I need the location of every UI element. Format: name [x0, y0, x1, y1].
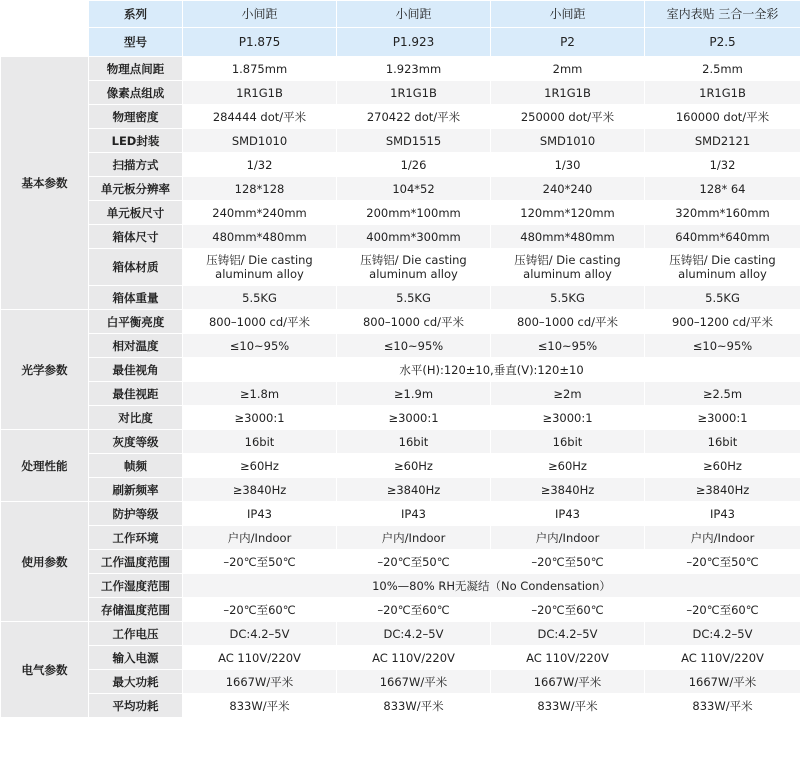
spec-row	[1, 550, 800, 574]
spec-row	[1, 153, 800, 177]
value-cell: 1/26	[337, 153, 491, 177]
row-label: 箱体材质	[89, 249, 183, 286]
value-cell: 128* 64	[645, 177, 800, 201]
row-label: 相对温度	[89, 334, 183, 358]
value-cell: ≤10~95%	[337, 334, 491, 358]
value-cell: 900–1200 cd/平米	[645, 310, 800, 334]
value-cell: ≤10~95%	[645, 334, 800, 358]
value-cell: IP43	[183, 502, 337, 526]
value-cell: 270422 dot/平米	[337, 105, 491, 129]
series-cell: 小间距	[183, 1, 337, 28]
row-label: 防护等级	[89, 502, 183, 526]
value-cell: 5.5KG	[337, 286, 491, 310]
value-cell: ≤10~95%	[183, 334, 337, 358]
row-label: 最佳视角	[89, 358, 183, 382]
value-cell: 800–1000 cd/平米	[183, 310, 337, 334]
spec-row	[1, 286, 800, 310]
value-cell: ≥2.5m	[645, 382, 800, 406]
model-label: 型号	[89, 28, 183, 57]
value-cell: –20℃至60℃	[645, 598, 800, 622]
value-cell: 480mm*480mm	[491, 225, 645, 249]
value-cell: 1.875mm	[183, 57, 337, 81]
row-label: 输入电源	[89, 646, 183, 670]
spec-row	[1, 526, 800, 550]
model-cell: P2.5	[645, 28, 800, 57]
row-label: 工作电压	[89, 622, 183, 646]
series-label: 系列	[89, 1, 183, 28]
row-label: 单元板尺寸	[89, 201, 183, 225]
value-cell: 户内/Indoor	[491, 526, 645, 550]
value-cell: AC 110V/220V	[183, 646, 337, 670]
value-cell: 480mm*480mm	[183, 225, 337, 249]
value-cell: 5.5KG	[491, 286, 645, 310]
value-cell: 2mm	[491, 57, 645, 81]
value-cell: SMD1515	[337, 129, 491, 153]
value-cell: 640mm*640mm	[645, 225, 800, 249]
row-label: 灰度等级	[89, 430, 183, 454]
row-label: 单元板分辨率	[89, 177, 183, 201]
value-cell: ≥60Hz	[183, 454, 337, 478]
spec-row	[1, 334, 800, 358]
header-corner	[1, 28, 89, 57]
row-label: LED封装	[89, 129, 183, 153]
header-series-row	[1, 1, 800, 28]
value-cell: 833W/平米	[337, 694, 491, 718]
value-cell: 160000 dot/平米	[645, 105, 800, 129]
row-label: 像素点组成	[89, 81, 183, 105]
value-cell: 1R1G1B	[491, 81, 645, 105]
spec-row	[1, 225, 800, 249]
row-label: 最大功耗	[89, 670, 183, 694]
value-cell: –20℃至50℃	[337, 550, 491, 574]
value-cell: 16bit	[183, 430, 337, 454]
spec-row	[1, 454, 800, 478]
spec-row	[1, 249, 800, 286]
value-cell: 5.5KG	[183, 286, 337, 310]
row-label: 箱体尺寸	[89, 225, 183, 249]
value-cell: 压铸铝/ Die casting aluminum alloy	[183, 249, 337, 286]
row-label: 物理点间距	[89, 57, 183, 81]
spec-row	[1, 201, 800, 225]
spec-row	[1, 358, 800, 382]
row-label: 存储温度范围	[89, 598, 183, 622]
value-cell: DC:4.2–5V	[645, 622, 800, 646]
value-cell: 800–1000 cd/平米	[337, 310, 491, 334]
spec-row	[1, 478, 800, 502]
spec-row	[1, 598, 800, 622]
spec-row	[1, 57, 800, 81]
value-cell: 16bit	[337, 430, 491, 454]
value-cell: –20℃至50℃	[491, 550, 645, 574]
row-label: 扫描方式	[89, 153, 183, 177]
value-cell: 1R1G1B	[183, 81, 337, 105]
value-cell: 户内/Indoor	[337, 526, 491, 550]
value-cell: 1R1G1B	[645, 81, 800, 105]
value-cell: 128*128	[183, 177, 337, 201]
value-cell: 833W/平米	[645, 694, 800, 718]
value-cell: ≥60Hz	[491, 454, 645, 478]
row-label: 平均功耗	[89, 694, 183, 718]
row-label: 工作湿度范围	[89, 574, 183, 598]
value-cell: 1667W/平米	[337, 670, 491, 694]
value-cell: 1667W/平米	[645, 670, 800, 694]
series-cell: 小间距	[491, 1, 645, 28]
value-cell: 800–1000 cd/平米	[491, 310, 645, 334]
value-cell: –20℃至60℃	[491, 598, 645, 622]
value-cell: 320mm*160mm	[645, 201, 800, 225]
value-cell: SMD2121	[645, 129, 800, 153]
value-cell: AC 110V/220V	[491, 646, 645, 670]
value-cell: 1667W/平米	[491, 670, 645, 694]
spec-row	[1, 694, 800, 718]
value-cell: 压铸铝/ Die casting aluminum alloy	[491, 249, 645, 286]
value-cell: SMD1010	[183, 129, 337, 153]
value-cell: ≥3840Hz	[645, 478, 800, 502]
value-cell: ≥60Hz	[337, 454, 491, 478]
category-cell: 光学参数	[1, 310, 89, 430]
model-cell: P1.875	[183, 28, 337, 57]
value-cell: 200mm*100mm	[337, 201, 491, 225]
value-cell: ≥1.8m	[183, 382, 337, 406]
value-cell: 120mm*120mm	[491, 201, 645, 225]
value-cell: AC 110V/220V	[337, 646, 491, 670]
row-label: 最佳视距	[89, 382, 183, 406]
spec-row	[1, 105, 800, 129]
value-cell: DC:4.2–5V	[491, 622, 645, 646]
value-cell: ≥1.9m	[337, 382, 491, 406]
value-cell: 16bit	[645, 430, 800, 454]
spec-row	[1, 129, 800, 153]
value-cell: SMD1010	[491, 129, 645, 153]
value-cell: 240mm*240mm	[183, 201, 337, 225]
spec-row	[1, 574, 800, 598]
value-cell: ≥2m	[491, 382, 645, 406]
value-cell: 400mm*300mm	[337, 225, 491, 249]
row-label: 箱体重量	[89, 286, 183, 310]
row-label: 工作环境	[89, 526, 183, 550]
spec-row	[1, 502, 800, 526]
value-cell: 压铸铝/ Die casting aluminum alloy	[337, 249, 491, 286]
value-cell: IP43	[645, 502, 800, 526]
row-label: 帧频	[89, 454, 183, 478]
spec-row	[1, 310, 800, 334]
value-cell: –20℃至60℃	[337, 598, 491, 622]
value-cell: –20℃至50℃	[183, 550, 337, 574]
value-cell: IP43	[491, 502, 645, 526]
value-cell: 1R1G1B	[337, 81, 491, 105]
spec-row	[1, 406, 800, 430]
value-cell: 户内/Indoor	[183, 526, 337, 550]
value-cell: IP43	[337, 502, 491, 526]
value-cell: ≤10~95%	[491, 334, 645, 358]
value-cell: 压铸铝/ Die casting aluminum alloy	[645, 249, 800, 286]
value-cell: 5.5KG	[645, 286, 800, 310]
value-cell: 1.923mm	[337, 57, 491, 81]
header-model-row	[1, 28, 800, 57]
row-label: 对比度	[89, 406, 183, 430]
value-cell-merged: 水平(H):120±10,垂直(V):120±10	[183, 358, 800, 382]
value-cell: 250000 dot/平米	[491, 105, 645, 129]
model-cell: P1.923	[337, 28, 491, 57]
series-cell: 小间距	[337, 1, 491, 28]
value-cell: 104*52	[337, 177, 491, 201]
value-cell: ≥3000:1	[183, 406, 337, 430]
value-cell: ≥3000:1	[645, 406, 800, 430]
category-cell: 电气参数	[1, 622, 89, 718]
row-label: 工作温度范围	[89, 550, 183, 574]
value-cell: AC 110V/220V	[645, 646, 800, 670]
value-cell: DC:4.2–5V	[337, 622, 491, 646]
value-cell: ≥3000:1	[491, 406, 645, 430]
category-cell: 使用参数	[1, 502, 89, 622]
spec-row	[1, 670, 800, 694]
row-label: 刷新频率	[89, 478, 183, 502]
value-cell: 户内/Indoor	[645, 526, 800, 550]
value-cell: 16bit	[491, 430, 645, 454]
value-cell: 1/32	[183, 153, 337, 177]
series-cell: 室内表贴 三合一全彩	[645, 1, 800, 28]
spec-table-body	[1, 1, 800, 718]
model-cell: P2	[491, 28, 645, 57]
row-label: 物理密度	[89, 105, 183, 129]
value-cell: 1/32	[645, 153, 800, 177]
value-cell: ≥3840Hz	[491, 478, 645, 502]
value-cell: DC:4.2–5V	[183, 622, 337, 646]
spec-row	[1, 177, 800, 201]
value-cell: 240*240	[491, 177, 645, 201]
category-cell: 处理性能	[1, 430, 89, 502]
value-cell: 833W/平米	[491, 694, 645, 718]
header-corner	[1, 1, 89, 28]
value-cell: 2.5mm	[645, 57, 800, 81]
value-cell: ≥3840Hz	[337, 478, 491, 502]
value-cell: 833W/平米	[183, 694, 337, 718]
spec-row	[1, 382, 800, 406]
value-cell-merged: 10%—80% RH无凝结（No Condensation）	[183, 574, 800, 598]
value-cell: –20℃至50℃	[645, 550, 800, 574]
value-cell: ≥3840Hz	[183, 478, 337, 502]
spec-row	[1, 646, 800, 670]
value-cell: 1/30	[491, 153, 645, 177]
spec-row	[1, 81, 800, 105]
spec-row	[1, 622, 800, 646]
spec-row	[1, 430, 800, 454]
value-cell: –20℃至60℃	[183, 598, 337, 622]
row-label: 白平衡亮度	[89, 310, 183, 334]
value-cell: 1667W/平米	[183, 670, 337, 694]
value-cell: 284444 dot/平米	[183, 105, 337, 129]
value-cell: ≥3000:1	[337, 406, 491, 430]
category-cell: 基本参数	[1, 57, 89, 310]
value-cell: ≥60Hz	[645, 454, 800, 478]
